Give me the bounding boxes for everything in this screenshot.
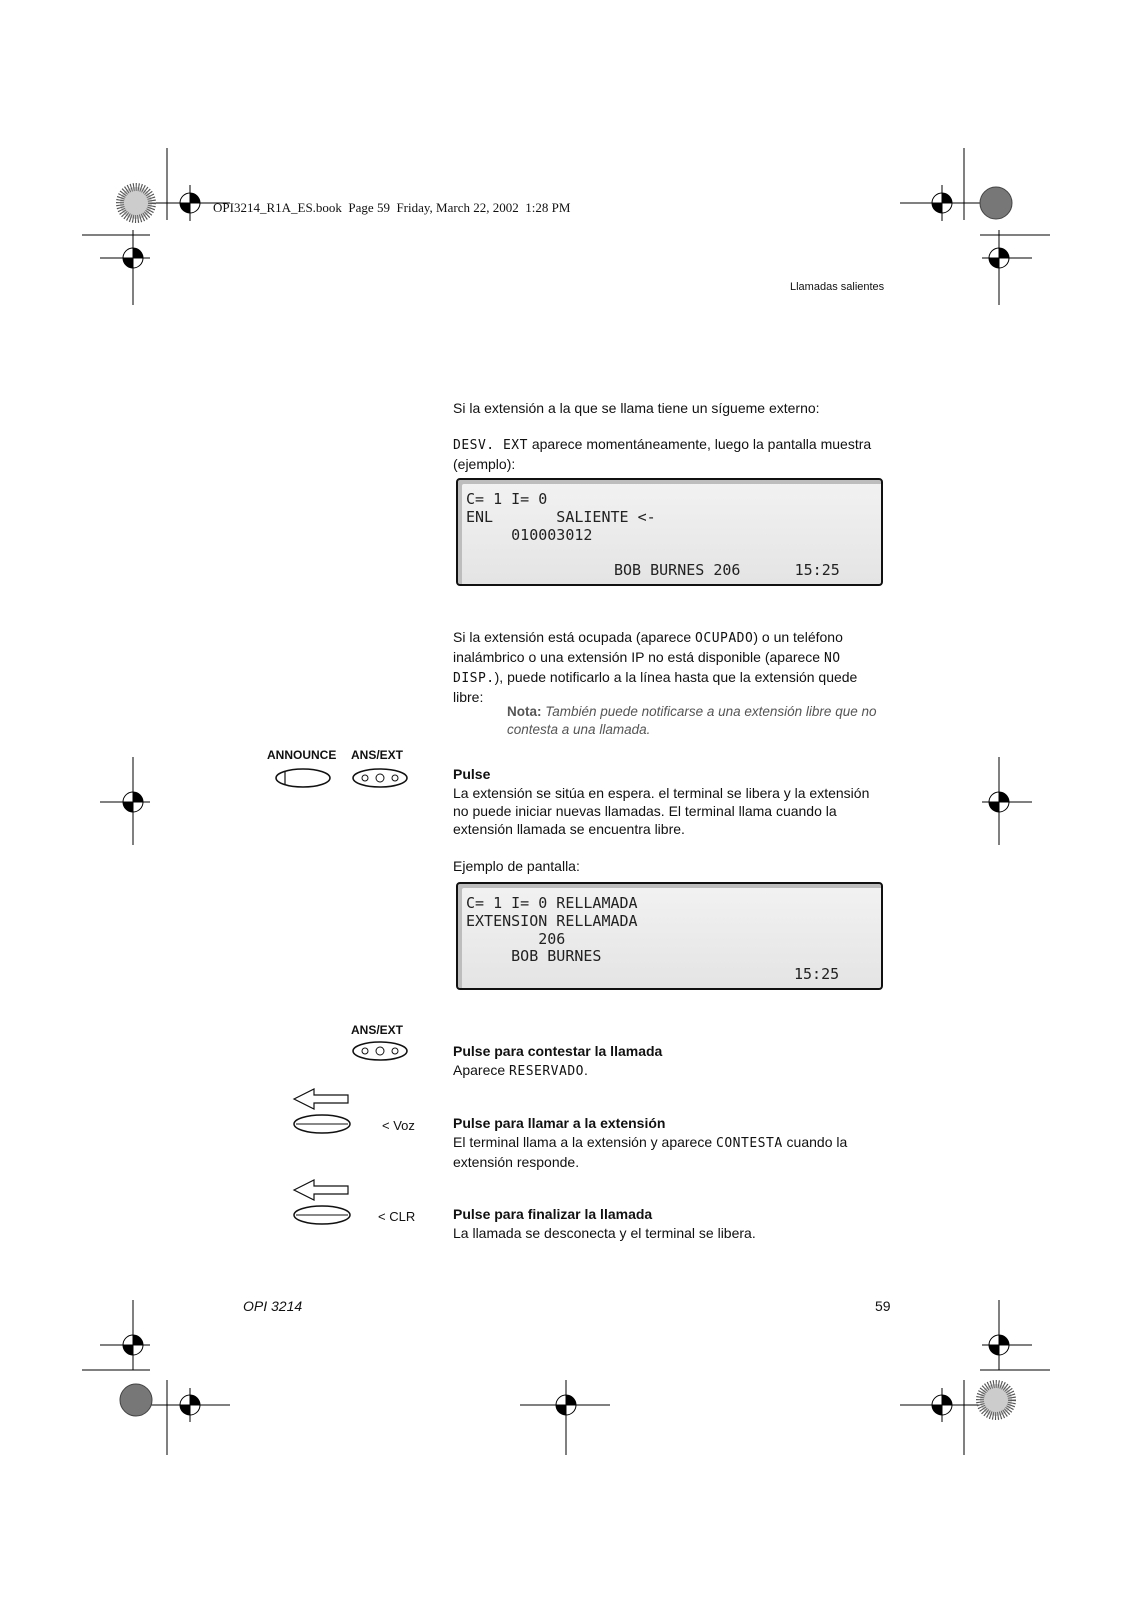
left-arrow-icon bbox=[292, 1087, 352, 1111]
ans-ext-key-label: ANS/EXT bbox=[351, 1023, 404, 1037]
page-number: 59 bbox=[875, 1298, 891, 1314]
announce-key-label: ANNOUNCE bbox=[267, 748, 337, 762]
clr-softkey[interactable] bbox=[292, 1203, 354, 1227]
forward-paragraph: DESV. EXT aparece momentáneamente, luego la pantalla muestra (ejemplo): bbox=[453, 436, 872, 472]
lcd-text-no-disp: NO DISP. bbox=[453, 651, 841, 686]
section-title: Llamadas salientes bbox=[790, 281, 885, 293]
pulse-text: La extensión se sitúa en espera. el terminal se libera y la extensión no puede iniciar nuevas llamadas. El terminal llama cuando la extensión llamada se encuentra libre. bbox=[453, 785, 870, 837]
voz-softkey[interactable] bbox=[292, 1112, 354, 1136]
step-answer-title: Pulse para contestar la llamada bbox=[453, 1043, 663, 1059]
busy-paragraph: Si la extensión está ocupada (aparece OCUPADO) o un teléfono inalámbrico o una extensión IP no está disponible (aparece NO DISP.), puede notificarlo a la línea hasta que la extensión quede libre: bbox=[453, 629, 858, 705]
step-call-text: El terminal llama a la extensión y aparece CONTESTA cuando la extensión responde. bbox=[453, 1134, 848, 1170]
footer-product: OPI 3214 bbox=[243, 1298, 303, 1314]
book-info: OPI3214_R1A_ES.book Page 59 Friday, March 22, 2002 1:28 PM bbox=[213, 200, 571, 215]
lcd-text-contesta: CONTESTA bbox=[716, 1136, 783, 1151]
left-arrow-icon bbox=[292, 1178, 352, 1202]
display-line: EXTENSION RELLAMADA bbox=[466, 912, 638, 930]
display-line: C= 1 I= 0 bbox=[466, 490, 548, 508]
display-line: BOB BURNES bbox=[466, 947, 602, 965]
ans-ext-key[interactable] bbox=[351, 766, 411, 790]
step-call-title: Pulse para llamar a la extensión bbox=[453, 1115, 666, 1131]
step-end-text: La llamada se desconecta y el terminal se libera. bbox=[453, 1225, 756, 1241]
lcd-text-reservado: RESERVADO bbox=[509, 1064, 584, 1079]
voz-softkey-label: < Voz bbox=[382, 1118, 415, 1133]
lcd-text-desv-ext: DESV. EXT bbox=[453, 438, 528, 453]
step-answer-text: Aparece RESERVADO. bbox=[453, 1062, 588, 1079]
announce-key[interactable] bbox=[273, 766, 333, 790]
display-line: ENL SALIENTE <- bbox=[466, 508, 656, 526]
step-end-title: Pulse para finalizar la llamada bbox=[453, 1206, 653, 1222]
display-line: 15:25 bbox=[794, 965, 840, 983]
pulse-title: Pulse bbox=[453, 766, 491, 782]
display-line: 206 bbox=[466, 930, 566, 948]
ans-ext-key-label: ANS/EXT bbox=[351, 748, 404, 762]
display-line: BOB BURNES 206 15:25 bbox=[614, 561, 840, 579]
display-example-2 bbox=[456, 882, 883, 990]
note-label: Nota: bbox=[507, 704, 542, 719]
note: Nota: También puede notificarse a una extensión libre que no contesta a una llamada. bbox=[507, 704, 877, 737]
lcd-text-ocupado: OCUPADO bbox=[695, 631, 754, 646]
example-label: Ejemplo de pantalla: bbox=[453, 858, 580, 874]
ans-ext-key[interactable] bbox=[351, 1039, 411, 1063]
intro-paragraph: Si la extensión a la que se llama tiene un sígueme externo: bbox=[453, 400, 820, 416]
display-example-1 bbox=[456, 478, 883, 586]
display-line: 010003012 bbox=[466, 526, 593, 544]
display-line: C= 1 I= 0 RELLAMADA bbox=[466, 894, 638, 912]
clr-softkey-label: < CLR bbox=[378, 1209, 416, 1224]
